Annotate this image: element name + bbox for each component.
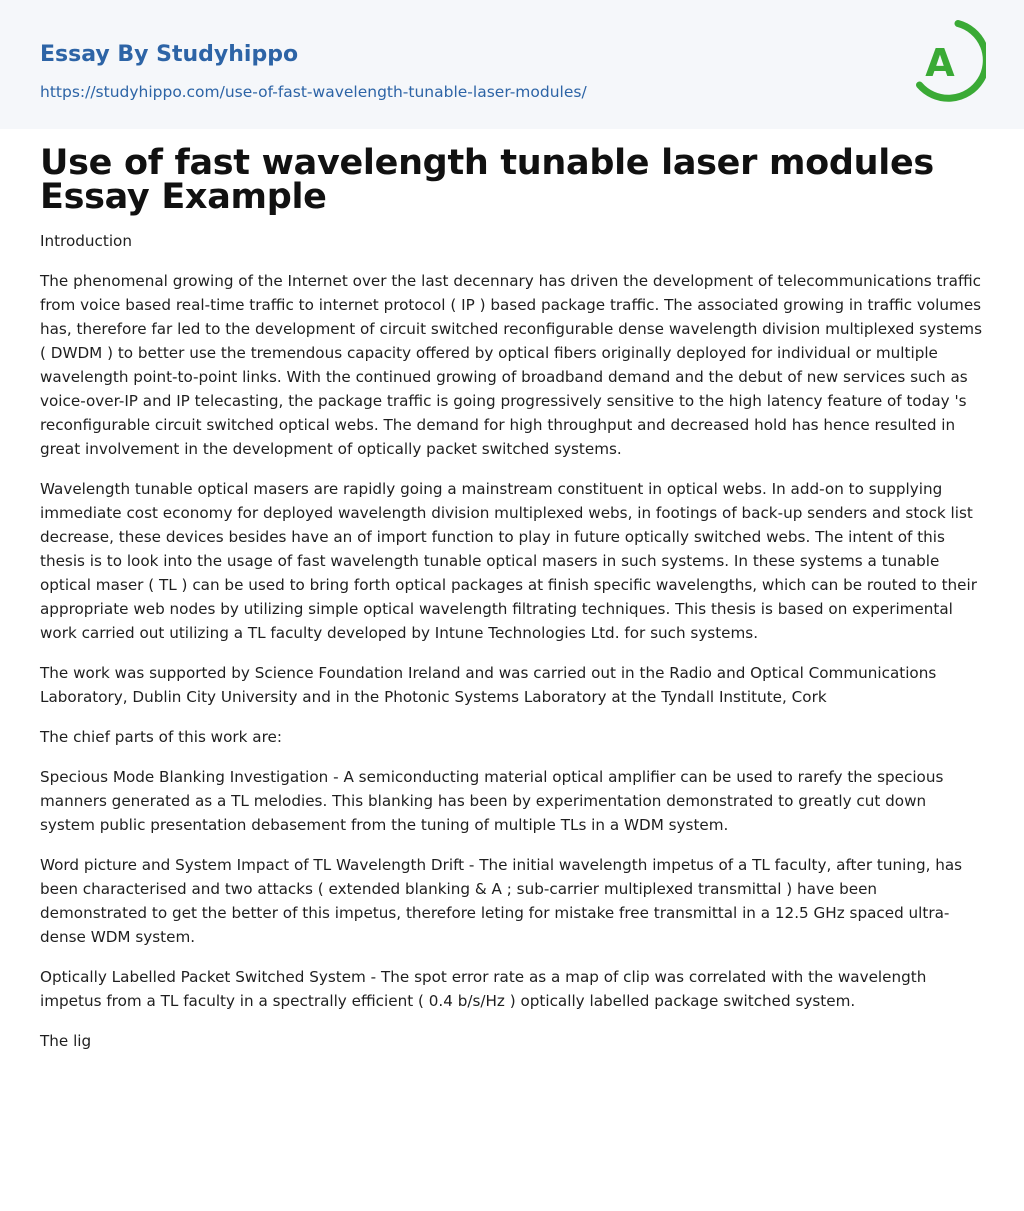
paragraph-intro: Introduction (40, 232, 132, 250)
page-header (0, 0, 1024, 129)
site-brand[interactable]: Essay By Studyhippo (40, 42, 299, 67)
paragraph: Specious Mode Blanking Investigation - A semiconducting material optical amplifier can be used to rarefy the specious manners generated as a TL melodies. This blanking has been by experimentation demonstrated to greatly cut down system public presentation debasement from the tuning of multiple TLs in a WDM system. (40, 768, 944, 834)
studyhippo-logo-icon[interactable] (914, 19, 986, 105)
logo-letter: A (925, 41, 955, 85)
paragraph-truncated: The lig (40, 1032, 92, 1050)
paragraph: The chief parts of this work are: (40, 728, 282, 746)
paragraph: Wavelength tunable optical masers are rapidly going a mainstream constituent in optical webs. In add-on to supplying immediate cost economy for deployed wavelength division multiplexed webs, in footings of back-up senders and stock list decrease, these devices besides have an of import function to play in future optically switched webs. The intent of this thesis is to look into the usage of fast wavelength tunable optical masers in such systems. In these systems a tunable optical maser ( TL ) can be used to bring forth optical packages at finish specific wavelengths, which can be routed to their appropriate web nodes by utilizing simple optical wavelength filtrating techniques. This thesis is based on experimental work carried out utilizing a TL faculty developed by Intune Technologies Ltd. for such systems. (40, 480, 977, 642)
essay-content (0, 143, 1024, 1053)
paragraph: Optically Labelled Packet Switched System - The spot error rate as a map of clip was correlated with the wavelength impetus from a TL faculty in a spectrally efficient ( 0.4 b/s/Hz ) optically labelled package switched system. (40, 968, 927, 1010)
paragraph: The phenomenal growing of the Internet over the last decennary has driven the development of telecommunications traffic from voice based real-time traffic to internet protocol ( IP ) based package traffic. The associated growing in traffic volumes has, therefore far led to the development of circuit switched reconfigurable dense wavelength division multiplexed systems ( DWDM ) to better use the tremendous capacity offered by optical fibers originally deployed for individual or multiple wavelength point-to-point links. With the continued growing of broadband demand and the debut of new services such as voice-over-IP and IP telecasting, the package traffic is going progressively sensitive to the high latency feature of today 's reconfigurable circuit switched optical webs. The demand for high throughput and decreased hold has hence resulted in great involvement in the development of optically packet switched systems. (40, 272, 982, 458)
paragraph: Word picture and System Impact of TL Wavelength Drift - The initial wavelength impetus of a TL faculty, after tuning, has been characterised and two attacks ( extended blanking & A ; sub-carrier multiplexed transmittal ) have been demonstrated to get the better of this impetus, therefore leting for mistake free transmittal in a 12.5 GHz spaced ultra-dense WDM system. (40, 856, 963, 946)
page-title: Use of fast wavelength tunable laser modules Essay Example (40, 143, 934, 217)
paragraph: The work was supported by Science Foundation Ireland and was carried out in the Radio and Optical Communications Laboratory, Dublin City University and in the Photonic Systems Laboratory at the Tyndall Institute, Cork (40, 664, 937, 706)
essay-url-link[interactable]: https://studyhippo.com/use-of-fast-wavelength-tunable-laser-modules/ (40, 83, 587, 101)
